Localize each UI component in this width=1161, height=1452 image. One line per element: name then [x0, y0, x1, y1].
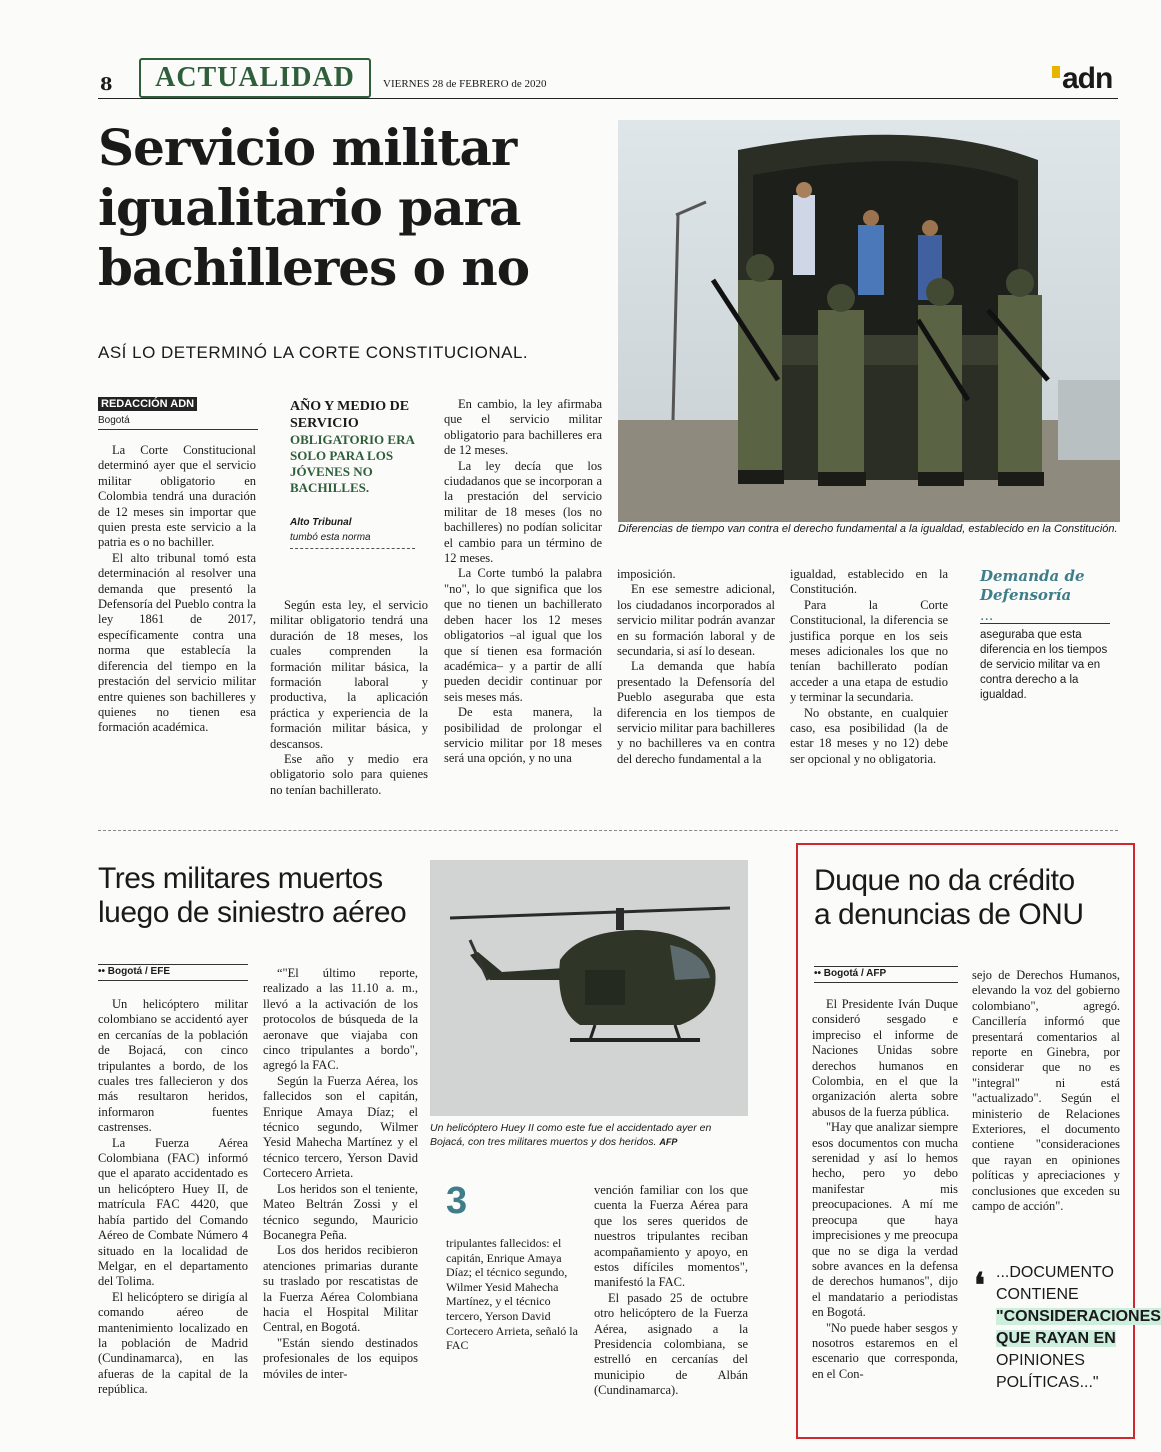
sidebar-dots: ... — [980, 608, 994, 624]
paragraph: La Corte Constitucional determinó ayer que el servicio militar obligatorio en Colombia tendrá una duración de 12 meses sin importar que quien presta este servicio a la patria es o no bachiller. — [98, 443, 256, 550]
byline-rule — [814, 966, 958, 967]
headline-line: igualitario para — [98, 178, 521, 237]
section-label: ACTUALIDAD — [139, 58, 371, 98]
article-3-column-1 — [812, 997, 958, 1382]
pull-quote-lead: AÑO Y MEDIO DE SERVICIO — [290, 399, 410, 431]
photo-credit: AFP — [659, 1137, 678, 1147]
byline-rule — [98, 429, 258, 430]
paragraph: La ley decía que los ciudadanos que se incorporan a la prestación del servicio militar de 18 meses (los no bachilleres) no podían solicitar el cambio para un término de 12 meses. — [444, 458, 602, 566]
helicopter-photo — [430, 860, 748, 1116]
paragraph: Según la Fuerza Aérea, los fallecidos son el capitán, Enrique Amaya Díaz; el técnico segundo, Wilmer Yesid Mahecha Martínez y el técnico tercero, Yerson David Cortecero Arrieta. — [263, 1073, 418, 1181]
photo-caption — [430, 1121, 748, 1149]
header-rule — [98, 98, 1118, 99]
paragraph: La Fuerza Aérea Colombiana (FAC) informó que el aparato accidentado es un helicóptero Huey II, de matrícula FAC 4420, que había partido del Comando Aéreo de Combate Número 4 situado en la localidad de Melgar, en el departamento del Tolima. — [98, 1135, 248, 1289]
section-separator — [98, 830, 1118, 831]
headline-line: Tres militares muertos — [98, 862, 383, 895]
headline-line: Servicio militar — [98, 118, 517, 177]
paragraph: El Presidente Iván Duque consideró sesgado e impreciso el informe de Naciones Unidas sobre derechos humanos en Colombia, en el que la organización alerta sobre abusos de la fuerza pública. — [812, 997, 958, 1119]
stat-text: tripulantes fallecidos: el capitán, Enrique Amaya Díaz; el técnico segundo, Wilmer Yesid Mahecha Martínez, y el técnico tercero, Yerson David Cortecero Arrieta, señaló la FAC — [446, 1236, 578, 1353]
caption-text: Un helicóptero Huey II como este fue el accidentado ayer en Bojacá, con tres militares muertos y dos heridos. — [430, 1122, 712, 1148]
paragraph: imposición. — [617, 567, 676, 581]
byline: REDACCIÓN ADN — [98, 397, 197, 411]
quote-highlight — [996, 1306, 1161, 1350]
headline-article-1 — [98, 118, 608, 298]
paragraph: sejo de Derechos Humanos, elevando la voz del gobierno colombiano", agregó. Cancillería informó que presentará comentarios al reporte en Ginebra, por considerar que no es "integral" ni está "actualizado". Según el ministerio de Relaciones Exteriores, el documento contiene "consideraciones que rayan en opiniones políticas y apreciaciones y conclusiones que exceden su campo de acción". — [972, 968, 1120, 1214]
pull-quote-rule — [290, 548, 415, 549]
article-2-column-1 — [98, 997, 248, 1398]
headline-line: Duque no da crédito — [814, 864, 1075, 897]
sidebar-title: Demanda de Defensoría — [980, 567, 1085, 604]
headline-line: luego de siniestro aéreo — [98, 896, 407, 929]
paragraph: vención familiar con los que cuenta la Fuerza Aérea para que los seres queridos de nuestros tripulantes reciban acompañamiento y apoyo, en estos difíciles momentos", manifestó la FAC. — [594, 1183, 748, 1290]
paragraph: "Hay que analizar siempre esos documentos con mucha serenidad y así lo hemos hecho, pero yo debo manifestar mis preocupaciones. A mí me preocupa que haya imprecisiones y me preocupa que no se diga la verdad sobre avances en la defensa de derechos humanos", dijo el mandatario a periodistas en Bogotá. — [812, 1120, 958, 1320]
logo-mark — [1052, 66, 1060, 78]
page-number: 8 — [100, 74, 113, 95]
paragraph: El pasado 25 de octubre otro helicóptero de la Fuerza Aérea, asignado a la Presidencia colombiana, se estrelló en cercanías del municipio de Albán (Cundinamarca). — [594, 1290, 748, 1398]
paragraph: En ese semestre adicional, los ciudadanos incorporados al servicio militar podrán avanzar en su formación laboral y de secundaria, si así lo desean. — [617, 582, 775, 659]
stat-number: 3 — [446, 1180, 468, 1222]
byline-rule — [814, 982, 958, 983]
issue-date: VIERNES 28 de FEBRERO de 2020 — [383, 78, 547, 90]
paragraph: "No puede haber sesgos y nosotros estaremos en el escenario que corresponda, en el Con- — [812, 1320, 958, 1381]
paragraph: En cambio, la ley afirmaba que el servicio militar obligatorio para bachilleres era de 12 meses. — [444, 397, 602, 458]
byline: •• Bogotá / EFE — [98, 966, 171, 977]
photo-caption: Diferencias de tiempo van contra el derecho fundamental a la igualdad, establecido en la Constitución. — [618, 523, 1118, 535]
article-1-column-5 — [790, 567, 948, 767]
byline-location: Bogotá — [98, 415, 130, 426]
paragraph: Según esta ley, el servicio militar obligatorio tendrá una duración de 18 meses, los cuales comprenden la formación militar básica, la formación laboral y productiva, la aplicación práctica y experiencia de la formación militar básica, y descansos. — [270, 598, 428, 751]
pull-quote-source: Alto Tribunal — [290, 517, 352, 528]
paragraph: igualdad, establecido en la Constitución. — [790, 567, 948, 597]
pull-quote-source-note: tumbó esta norma — [290, 532, 371, 543]
paragraph: “"El último reporte, realizado a las 11.10 a. m., llevó a la activación de los protocolos de búsqueda de la aeronave que viajaba con cinco tripulantes a bordo", agregó la FAC. — [263, 966, 418, 1073]
paragraph: Los heridos son el teniente, Mateo Beltrán Zossi y el técnico segundo, Mauricio Bocanegra Peña. — [263, 1181, 418, 1242]
byline-rule — [98, 964, 248, 965]
sidebar-rule — [980, 623, 1110, 624]
headline-article-3 — [814, 864, 1124, 932]
paragraph: "Están siendo destinados profesionales de los equipos móviles de inter- — [263, 1335, 418, 1381]
article-2-column-3 — [594, 1183, 748, 1399]
article-1-column-2 — [270, 598, 428, 798]
paragraph: Ese año y medio era obligatorio solo para quienes no tenían bachillerato. — [270, 752, 428, 797]
paragraph: Para la Corte Constitucional, la diferencia se justifica porque en los seis meses adicionales los que no tenían bachillerato podían acceder a una etapa de estudio y terminar la secundaria. — [790, 597, 948, 705]
paragraph: La Corte tumbó la palabra "no", lo que significa que los que no tienen un bachillerato deben hacer los 12 meses obligatorios –al igual que los que sí tienen esa formación académica– y a partir de allí pueden decidir continuar por seis meses más. — [444, 566, 602, 704]
paragraph: De esta manera, la posibilidad de prolongar el servicio militar por 18 meses será una opción, y no una — [444, 705, 602, 766]
headline-line: a denuncias de ONU — [814, 898, 1084, 931]
paragraph: La demanda que había presentado la Defensoría del Pueblo aseguraba que esta diferencia en los tiempos de servicio militar para bachilleres y no bachilleres va en contra del derecho fundamental a la — [617, 659, 775, 766]
byline-rule — [98, 980, 248, 981]
article-1-column-1 — [98, 443, 256, 736]
deck: ASÍ LO DETERMINÓ LA CORTE CONSTITUCIONAL. — [98, 343, 529, 362]
paragraph: No obstante, en cualquier caso, esa posibilidad (la de estar 18 meses y no 12) debe ser opcional y no obligatoria. — [790, 705, 948, 766]
article-3-column-2 — [972, 968, 1120, 1215]
quote-tail: OPINIONES POLÍTICAS..." — [996, 1352, 1099, 1391]
byline: •• Bogotá / AFP — [814, 968, 887, 979]
soldiers-truck-photo — [618, 120, 1120, 522]
headline-line: bachilleres o no — [98, 238, 530, 297]
sidebar-text: aseguraba que esta diferencia en los tiempos de servicio militar va en contra derecho a la igualdad. — [980, 629, 1108, 701]
pull-quote — [996, 1262, 1161, 1394]
paragraph: Los dos heridos recibieron atenciones primarias durante su traslado por rescatistas de la Fuerza Aérea Colombiana hacia el Hospital Militar Central, en Bogotá. — [263, 1243, 418, 1335]
paragraph: Un helicóptero militar colombiano se accidentó ayer en cercanías de la población de Bojacá, con cinco tripulantes a bordo, de los cuales tres fallecieron y dos más resultaron heridos, informaron fuentes castrenses. — [98, 997, 248, 1135]
headline-article-2 — [98, 862, 418, 930]
quote-highlight-text: "CONSIDERACIONES QUE RAYAN EN — [996, 1308, 1161, 1347]
paragraph: El helicóptero se dirigía al comando aéreo de mantenimiento localizado en la población de Madrid (Cundinamarca), en las afueras de la capital de la república. — [98, 1289, 248, 1397]
pull-quote-body: OBLIGATORIO ERA SOLO PARA LOS JÓVENES NO BACHILLES. — [290, 432, 415, 495]
paragraph: El alto tribunal tomó esta determinación al resolver una demanda que presentó la Defensoría del Pueblo contra la ley 1861 de 2017, específicamente contra una norma que establecía la diferencia del tiempo en la prestación del servicio militar entre quienes son bachilleres y quienes no tienen esa formación académica. — [98, 550, 256, 735]
article-1-column-4 — [617, 567, 775, 767]
article-1-column-3 — [444, 397, 602, 767]
quote-lead: ...DOCUMENTO CONTIENE — [996, 1264, 1114, 1303]
logo: adn — [1062, 62, 1113, 95]
article-2-column-2 — [263, 966, 418, 1382]
quote-mark-icon: ❛ — [974, 1267, 985, 1305]
